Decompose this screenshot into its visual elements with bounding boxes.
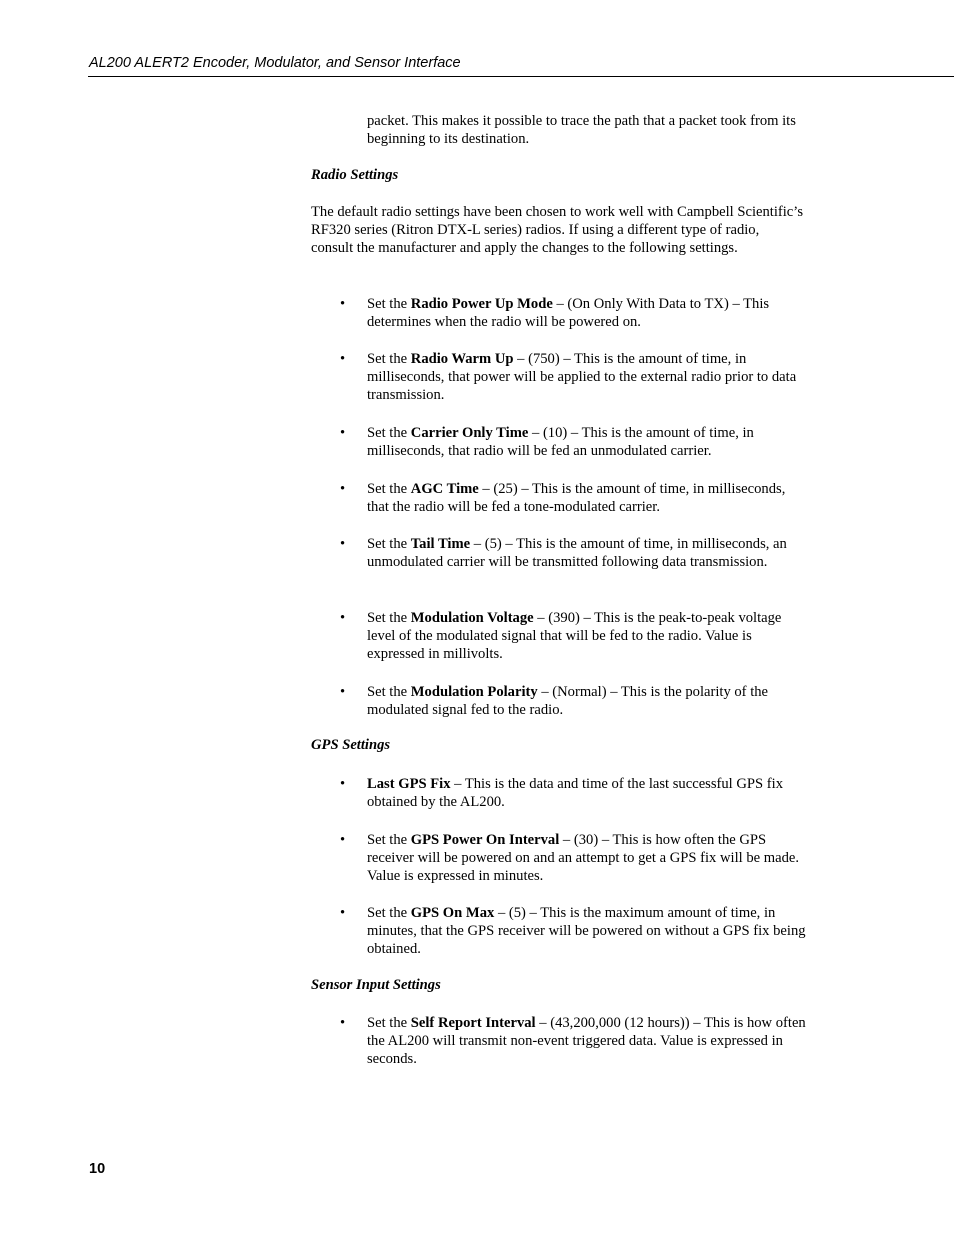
list-item-modulation-polarity xyxy=(367,683,807,719)
item-text: – (On Only With Data to TX) – This determines when the radio will be powered on. xyxy=(367,296,770,330)
item-term: Tail Time xyxy=(410,536,471,552)
item-term: Last GPS Fix xyxy=(367,776,451,792)
bullet-icon: • xyxy=(340,776,346,792)
item-text: – (5) – This is the amount of time, in milliseconds, an unmodulated carrier will be transmitted following data transmission. xyxy=(367,536,787,570)
intro-paragraph: packet. This makes it possible to trace the path that a packet took from its beginning to its destination. xyxy=(367,113,796,147)
item-term: AGC Time xyxy=(410,481,479,497)
bullet-icon: • xyxy=(340,684,346,700)
item-term: Carrier Only Time xyxy=(410,425,529,441)
page-number: 10 xyxy=(89,1161,106,1177)
list-item-tail-time xyxy=(367,535,807,571)
item-term: GPS Power On Interval xyxy=(410,832,560,848)
item-text: – (30) – This is how often the GPS receiver will be powered on and an attempt to get a GPS fix will be made. Value is expressed in minutes. xyxy=(367,832,800,884)
sensor-input-settings-heading: Sensor Input Settings xyxy=(311,977,441,993)
bullet-icon: • xyxy=(340,905,346,921)
item-term: Radio Warm Up xyxy=(410,351,514,367)
item-prefix: Set the xyxy=(367,481,411,497)
list-item-carrier-only-time xyxy=(367,424,807,460)
bullet-icon: • xyxy=(340,481,346,497)
list-item-last-gps-fix xyxy=(367,775,807,811)
item-prefix: Set the xyxy=(367,1015,411,1031)
bullet-icon: • xyxy=(340,425,346,441)
bullet-icon: • xyxy=(340,832,346,848)
list-item-radio-warm-up xyxy=(367,350,807,404)
item-prefix: Set the xyxy=(367,425,411,441)
bullet-icon: • xyxy=(340,296,346,312)
bullet-icon: • xyxy=(340,351,346,367)
bullet-icon: • xyxy=(340,610,346,626)
item-prefix: Set the xyxy=(367,684,411,700)
list-item-self-report-interval xyxy=(367,1014,807,1068)
header-rule xyxy=(88,76,954,77)
item-prefix: Set the xyxy=(367,296,411,312)
item-text: – (5) – This is the maximum amount of time, in minutes, that the GPS receiver will be powered on without a GPS fix being obtained. xyxy=(367,905,806,957)
running-header-title: AL200 ALERT2 Encoder, Modulator, and Sensor Interface xyxy=(89,55,461,71)
list-item-agc-time xyxy=(367,480,807,516)
item-prefix: Set the xyxy=(367,832,411,848)
item-text: – (10) – This is the amount of time, in milliseconds, that radio will be fed an unmodulated carrier. xyxy=(367,425,754,459)
list-item-gps-power-on-interval xyxy=(367,831,807,885)
item-text: – This is the data and time of the last successful GPS fix obtained by the AL200. xyxy=(367,776,784,810)
gps-settings-heading: GPS Settings xyxy=(311,737,391,753)
item-term: Radio Power Up Mode xyxy=(410,296,553,312)
bullet-icon: • xyxy=(340,1015,346,1031)
radio-settings-paragraph: The default radio settings have been chosen to work well with Campbell Scientific’s RF320 series (Ritron DTX-L series) radios. If using a different type of radio, consult the manufacturer and apply the changes to the following settings. xyxy=(311,204,804,256)
item-text: – (25) – This is the amount of time, in milliseconds, that the radio will be fed a tone-modulated carrier. xyxy=(367,481,786,515)
item-prefix: Set the xyxy=(367,536,411,552)
item-prefix: Set the xyxy=(367,905,411,921)
bullet-icon: • xyxy=(340,536,346,552)
item-term: Modulation Polarity xyxy=(410,684,538,700)
list-item-gps-on-max xyxy=(367,904,807,958)
list-item-modulation-voltage xyxy=(367,609,807,663)
item-text: – (390) – This is the peak-to-peak voltage level of the modulated signal that will be fed to the radio. Value is expressed in millivolts. xyxy=(367,610,782,662)
radio-settings-heading: Radio Settings xyxy=(311,167,399,183)
item-prefix: Set the xyxy=(367,610,411,626)
item-term: GPS On Max xyxy=(410,905,495,921)
item-text: – (Normal) – This is the polarity of the modulated signal fed to the radio. xyxy=(367,684,769,718)
item-term: Self Report Interval xyxy=(410,1015,536,1031)
list-item-radio-power-up-mode xyxy=(367,295,807,331)
item-text: – (43,200,000 (12 hours)) – This is how often the AL200 will transmit non-event triggered data. Value is expressed in seconds. xyxy=(367,1015,806,1067)
item-prefix: Set the xyxy=(367,351,411,367)
item-term: Modulation Voltage xyxy=(410,610,534,626)
item-text: – (750) – This is the amount of time, in milliseconds, that power will be applied to the external radio prior to data transmission. xyxy=(367,351,797,403)
